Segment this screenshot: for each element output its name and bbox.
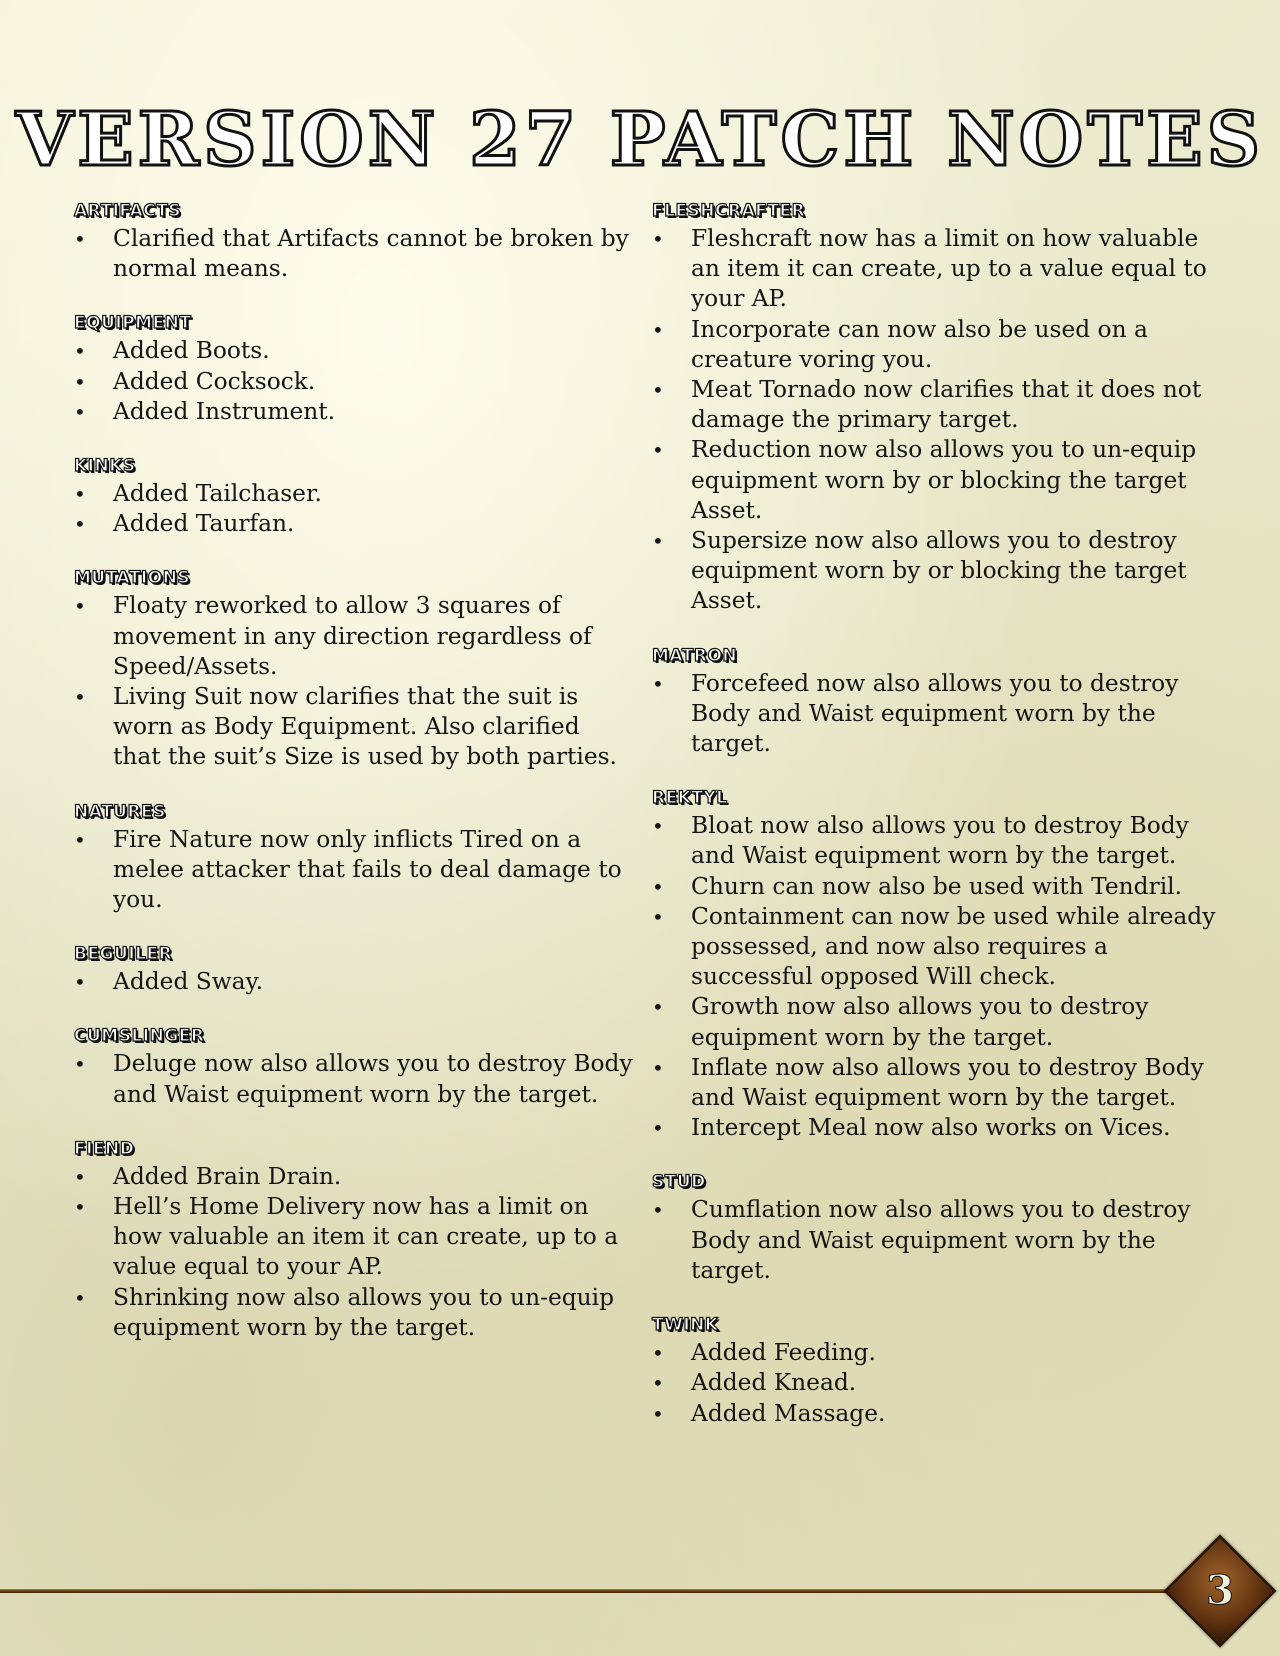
list-item: • Hell’s Home Delivery now has a limit on how valuable an item it can create, up to a value equal to your AP.	[74, 1192, 634, 1283]
list-item: • Added Instrument.	[74, 397, 634, 427]
bullet-list	[74, 1049, 634, 1109]
list-item: • Churn can now also be used with Tendril.	[652, 872, 1217, 902]
section-heading: STUD	[652, 1172, 706, 1193]
section-equipment	[74, 312, 634, 427]
section-heading: TWINK	[652, 1315, 719, 1336]
section-fiend	[74, 1138, 634, 1343]
list-item: • Living Suit now clarifies that the suit is worn as Body Equipment. Also clarified that the suit’s Size is used by both parties.	[74, 682, 634, 773]
list-item: • Meat Tornado now clarifies that it does not damage the primary target.	[652, 375, 1217, 435]
section-heading: CUMSLINGER	[74, 1026, 205, 1047]
list-item: • Forcefeed now also allows you to destroy Body and Waist equipment worn by the target.	[652, 669, 1217, 760]
section-natures	[74, 801, 634, 916]
list-item: • Supersize now also allows you to destroy equipment worn by or blocking the target Asset.	[652, 526, 1217, 617]
section-heading: MUTATIONS	[74, 568, 191, 589]
list-item: • Deluge now also allows you to destroy Body and Waist equipment worn by the target.	[74, 1049, 634, 1109]
list-item: • Containment can now be used while already possessed, and now also requires a successful opposed Will check.	[652, 902, 1217, 993]
footer-rule	[0, 1589, 1190, 1593]
page-number: 3	[1206, 1567, 1234, 1614]
list-item: • Bloat now also allows you to destroy Body and Waist equipment worn by the target.	[652, 811, 1217, 871]
bullet-list	[652, 224, 1217, 617]
bullet-list	[74, 224, 634, 284]
list-item: • Added Feeding.	[652, 1338, 1217, 1368]
bullet-list	[74, 967, 634, 997]
section-heading: KINKS	[74, 456, 136, 477]
bullet-list	[74, 591, 634, 772]
section-heading: NATURES	[74, 801, 166, 822]
list-item: • Added Sway.	[74, 967, 634, 997]
section-artifacts	[74, 200, 634, 284]
page-title: VERSION 27 PATCH NOTES	[15, 97, 1265, 183]
section-heading: FLESHCRAFTER	[652, 201, 806, 221]
bullet-list	[74, 825, 634, 916]
list-item: • Added Massage.	[652, 1399, 1217, 1429]
bullet-list	[652, 1195, 1217, 1286]
section-matron	[652, 645, 1217, 760]
section-heading: FIEND	[74, 1138, 135, 1159]
list-item: • Clarified that Artifacts cannot be broken by normal means.	[74, 224, 634, 284]
section-rektyl	[652, 787, 1217, 1143]
list-item: • Added Knead.	[652, 1368, 1217, 1398]
list-item: • Added Boots.	[74, 336, 634, 366]
section-cumslinger	[74, 1025, 634, 1109]
section-heading: EQUIPMENT	[74, 313, 192, 334]
bullet-list	[652, 669, 1217, 760]
section-mutations	[74, 567, 634, 772]
section-twink	[652, 1314, 1217, 1429]
section-heading: MATRON	[652, 645, 738, 666]
list-item: • Added Taurfan.	[74, 509, 634, 539]
bullet-list	[652, 1338, 1217, 1429]
section-heading: BEGUILER	[74, 944, 173, 965]
list-item: • Floaty reworked to allow 3 squares of movement in any direction regardless of Speed/Assets.	[74, 591, 634, 682]
list-item: • Cumflation now also allows you to destroy Body and Waist equipment worn by the target.	[652, 1195, 1217, 1286]
list-item: • Added Tailchaser.	[74, 479, 634, 509]
bullet-list	[74, 336, 634, 427]
list-item: • Added Cocksock.	[74, 367, 634, 397]
list-item: • Incorporate can now also be used on a creature voring you.	[652, 315, 1217, 375]
list-item: • Reduction now also allows you to un-equip equipment worn by or blocking the target Asset.	[652, 435, 1217, 526]
list-item: • Added Brain Drain.	[74, 1162, 634, 1192]
list-item: • Inflate now also allows you to destroy Body and Waist equipment worn by the target.	[652, 1053, 1217, 1113]
bullet-list	[652, 811, 1217, 1143]
bullet-list	[74, 479, 634, 539]
list-item: • Growth now also allows you to destroy equipment worn by the target.	[652, 992, 1217, 1052]
section-fleshcrafter	[652, 200, 1217, 617]
section-beguiler	[74, 943, 634, 997]
section-stud	[652, 1171, 1217, 1286]
list-item: • Fire Nature now only inflicts Tired on a melee attacker that fails to deal damage to you.	[74, 825, 634, 916]
section-kinks	[74, 455, 634, 539]
bullet-list	[74, 1162, 634, 1343]
section-heading: ARTIFACTS	[74, 201, 182, 221]
list-item: • Fleshcraft now has a limit on how valuable an item it can create, up to a value equal to your AP.	[652, 224, 1217, 315]
section-heading: REKTYL	[652, 788, 728, 809]
left-column	[74, 200, 634, 1371]
right-column	[652, 200, 1217, 1457]
list-item: • Intercept Meal now also works on Vices.	[652, 1113, 1217, 1143]
list-item: • Shrinking now also allows you to un-equip equipment worn by the target.	[74, 1283, 634, 1343]
